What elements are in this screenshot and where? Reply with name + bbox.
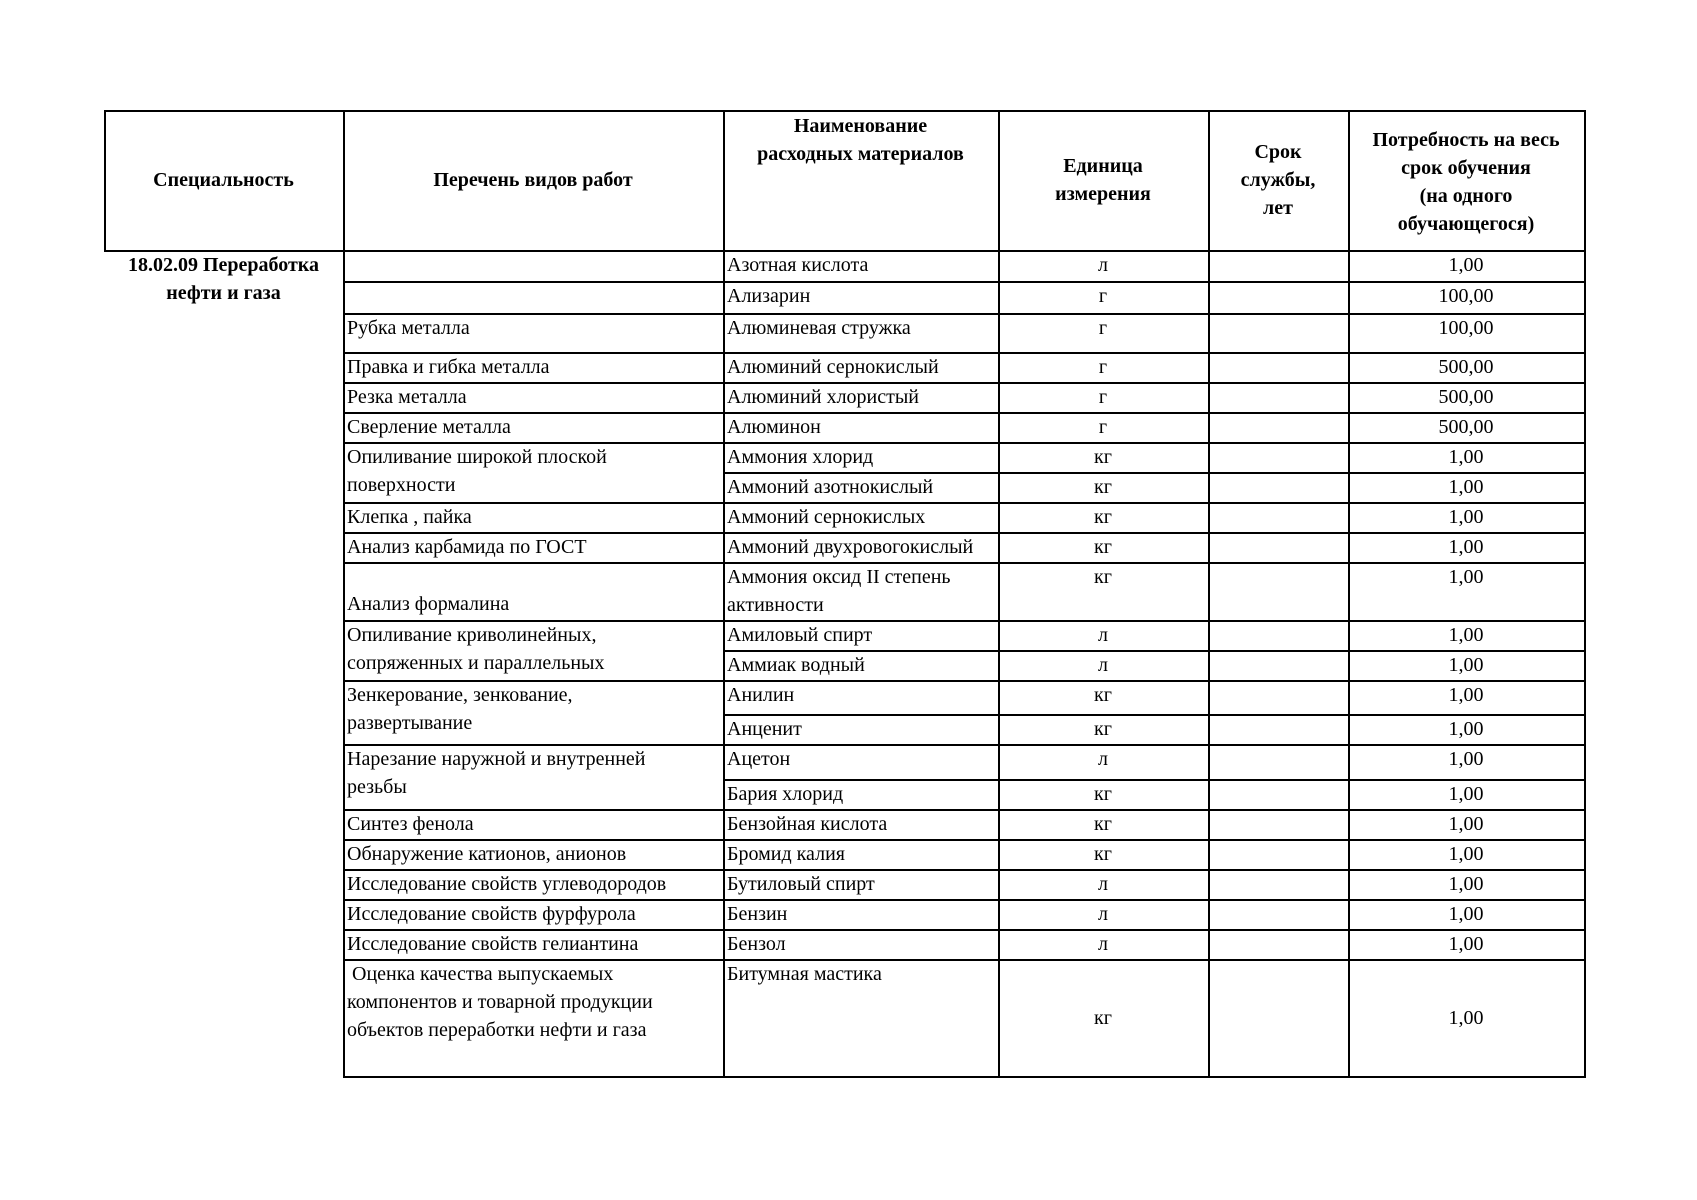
unit-value: л bbox=[1098, 624, 1108, 646]
need-value: 1,00 bbox=[1448, 684, 1484, 706]
material-name: Бромид калия bbox=[727, 843, 845, 865]
material-name: Бария хлорид bbox=[727, 783, 844, 805]
unit-value: кг bbox=[1094, 813, 1112, 835]
need-value: 100,00 bbox=[1438, 317, 1494, 339]
header-service-life: Срок службы, лет bbox=[1240, 141, 1316, 219]
table-rule bbox=[343, 250, 345, 1078]
material-name: Аммиак водный bbox=[727, 654, 865, 676]
material-name: Бутиловый спирт bbox=[727, 873, 875, 895]
work-type: Зенкерование, зенкование, развертывание bbox=[347, 684, 573, 734]
need-value: 500,00 bbox=[1438, 386, 1494, 408]
work-type: Правка и гибка металла bbox=[347, 356, 550, 378]
work-type: Рубка металла bbox=[347, 317, 470, 339]
material-name: Аммоний сернокислых bbox=[727, 506, 926, 528]
material-name: Алюминий хлористый bbox=[727, 386, 920, 408]
need-value: 100,00 bbox=[1438, 285, 1494, 307]
material-name: Бензол bbox=[727, 933, 786, 955]
unit-value: л bbox=[1098, 254, 1108, 276]
material-name: Ализарин bbox=[727, 285, 811, 307]
unit-value: кг bbox=[1094, 783, 1112, 805]
need-value: 1,00 bbox=[1448, 903, 1484, 925]
table-rule bbox=[343, 281, 725, 283]
work-type: Оценка качества выпускаемых компонентов и товарной продукции объектов переработки нефти и газа bbox=[347, 963, 653, 1041]
work-type: Опиливание криволинейных, сопряженных и параллельных bbox=[347, 624, 605, 674]
need-value: 1,00 bbox=[1448, 446, 1484, 468]
work-type: Исследование свойств углеводородов bbox=[347, 873, 667, 895]
material-name: Анилин bbox=[727, 684, 795, 706]
unit-value: кг bbox=[1094, 684, 1112, 706]
work-type: Синтез фенола bbox=[347, 813, 474, 835]
need-value: 1,00 bbox=[1448, 654, 1484, 676]
table-rule bbox=[343, 1076, 1586, 1078]
unit-value: кг bbox=[1094, 536, 1112, 558]
need-value: 1,00 bbox=[1448, 254, 1484, 276]
material-name: Алюминий сернокислый bbox=[727, 356, 939, 378]
header-materials: Наименование расходных материалов bbox=[757, 115, 964, 165]
table-rule bbox=[1584, 110, 1586, 252]
material-name: Алюминевая стружка bbox=[727, 317, 911, 339]
work-type: Сверление металла bbox=[347, 416, 511, 438]
work-type: Резка металла bbox=[347, 386, 467, 408]
unit-value: кг bbox=[1094, 506, 1112, 528]
unit-value: г bbox=[1098, 317, 1108, 339]
unit-value: кг bbox=[1094, 566, 1112, 588]
material-name: Алюминон bbox=[727, 416, 821, 438]
need-value: 1,00 bbox=[1448, 566, 1484, 588]
need-value: 1,00 bbox=[1448, 873, 1484, 895]
need-value: 1,00 bbox=[1448, 506, 1484, 528]
header-need: Потребность на весь срок обучения (на одного обучающегося) bbox=[1372, 129, 1560, 235]
unit-value: л bbox=[1098, 933, 1108, 955]
need-value: 1,00 bbox=[1448, 718, 1484, 740]
unit-value: кг bbox=[1094, 718, 1112, 740]
unit-value: кг bbox=[1094, 446, 1112, 468]
need-value: 500,00 bbox=[1438, 356, 1494, 378]
need-value: 500,00 bbox=[1438, 416, 1494, 438]
need-value: 1,00 bbox=[1448, 783, 1484, 805]
material-name: Амиловый спирт bbox=[727, 624, 873, 646]
work-type: Нарезание наружной и внутренней резьбы bbox=[347, 748, 646, 798]
work-type: Исследование свойств гелиантина bbox=[347, 933, 639, 955]
need-value: 1,00 bbox=[1448, 813, 1484, 835]
table-rule bbox=[1584, 250, 1586, 1078]
material-name: Бензин bbox=[727, 903, 788, 925]
unit-value: кг bbox=[1094, 476, 1112, 498]
header-specialty: Специальность bbox=[153, 169, 294, 191]
material-name: Бензойная кислота bbox=[727, 813, 888, 835]
work-type: Исследование свойств фурфурола bbox=[347, 903, 636, 925]
table-rule bbox=[723, 250, 725, 1078]
material-name: Аммоний двухровогокислый bbox=[727, 536, 974, 558]
header-works: Перечень видов работ bbox=[433, 169, 633, 191]
unit-value: л bbox=[1098, 654, 1108, 676]
unit-value: г bbox=[1098, 416, 1108, 438]
table-rule bbox=[1208, 250, 1210, 1078]
unit-value: кг bbox=[1094, 843, 1112, 865]
material-name: Ацетон bbox=[727, 748, 791, 770]
header-unit: Единица измерения bbox=[1055, 155, 1151, 205]
unit-value: л bbox=[1098, 873, 1108, 895]
unit-value: л bbox=[1098, 748, 1108, 770]
unit-value: кг bbox=[1094, 1006, 1112, 1029]
work-type: Обнаружение катионов, анионов bbox=[347, 843, 627, 865]
material-name: Аммония оксид II степень активности bbox=[727, 566, 951, 616]
work-type: Анализ карбамида по ГОСТ bbox=[347, 536, 587, 558]
table-rule bbox=[343, 562, 725, 564]
material-name: Аммоний азотнокислый bbox=[727, 476, 934, 498]
material-name: Аммония хлорид bbox=[727, 446, 874, 468]
unit-value: г bbox=[1098, 285, 1108, 307]
unit-value: г bbox=[1098, 386, 1108, 408]
need-value: 1,00 bbox=[1448, 536, 1484, 558]
need-value: 1,00 bbox=[1448, 624, 1484, 646]
need-value: 1,00 bbox=[1448, 476, 1484, 498]
work-type: Опиливание широкой плоской поверхности bbox=[347, 446, 607, 496]
work-type: Клепка , пайка bbox=[347, 506, 472, 528]
specialty-name: 18.02.09 Переработка нефти и газа bbox=[127, 254, 320, 304]
unit-value: л bbox=[1098, 903, 1108, 925]
need-value: 1,00 bbox=[1448, 748, 1484, 770]
need-value: 1,00 bbox=[1448, 1006, 1484, 1029]
unit-value: г bbox=[1098, 356, 1108, 378]
need-value: 1,00 bbox=[1448, 933, 1484, 955]
material-name: Битумная мастика bbox=[727, 963, 882, 985]
material-name: Азотная кислота bbox=[727, 254, 869, 276]
need-value: 1,00 bbox=[1448, 843, 1484, 865]
work-type: Анализ формалина bbox=[347, 593, 510, 615]
material-name: Анценит bbox=[727, 718, 802, 740]
